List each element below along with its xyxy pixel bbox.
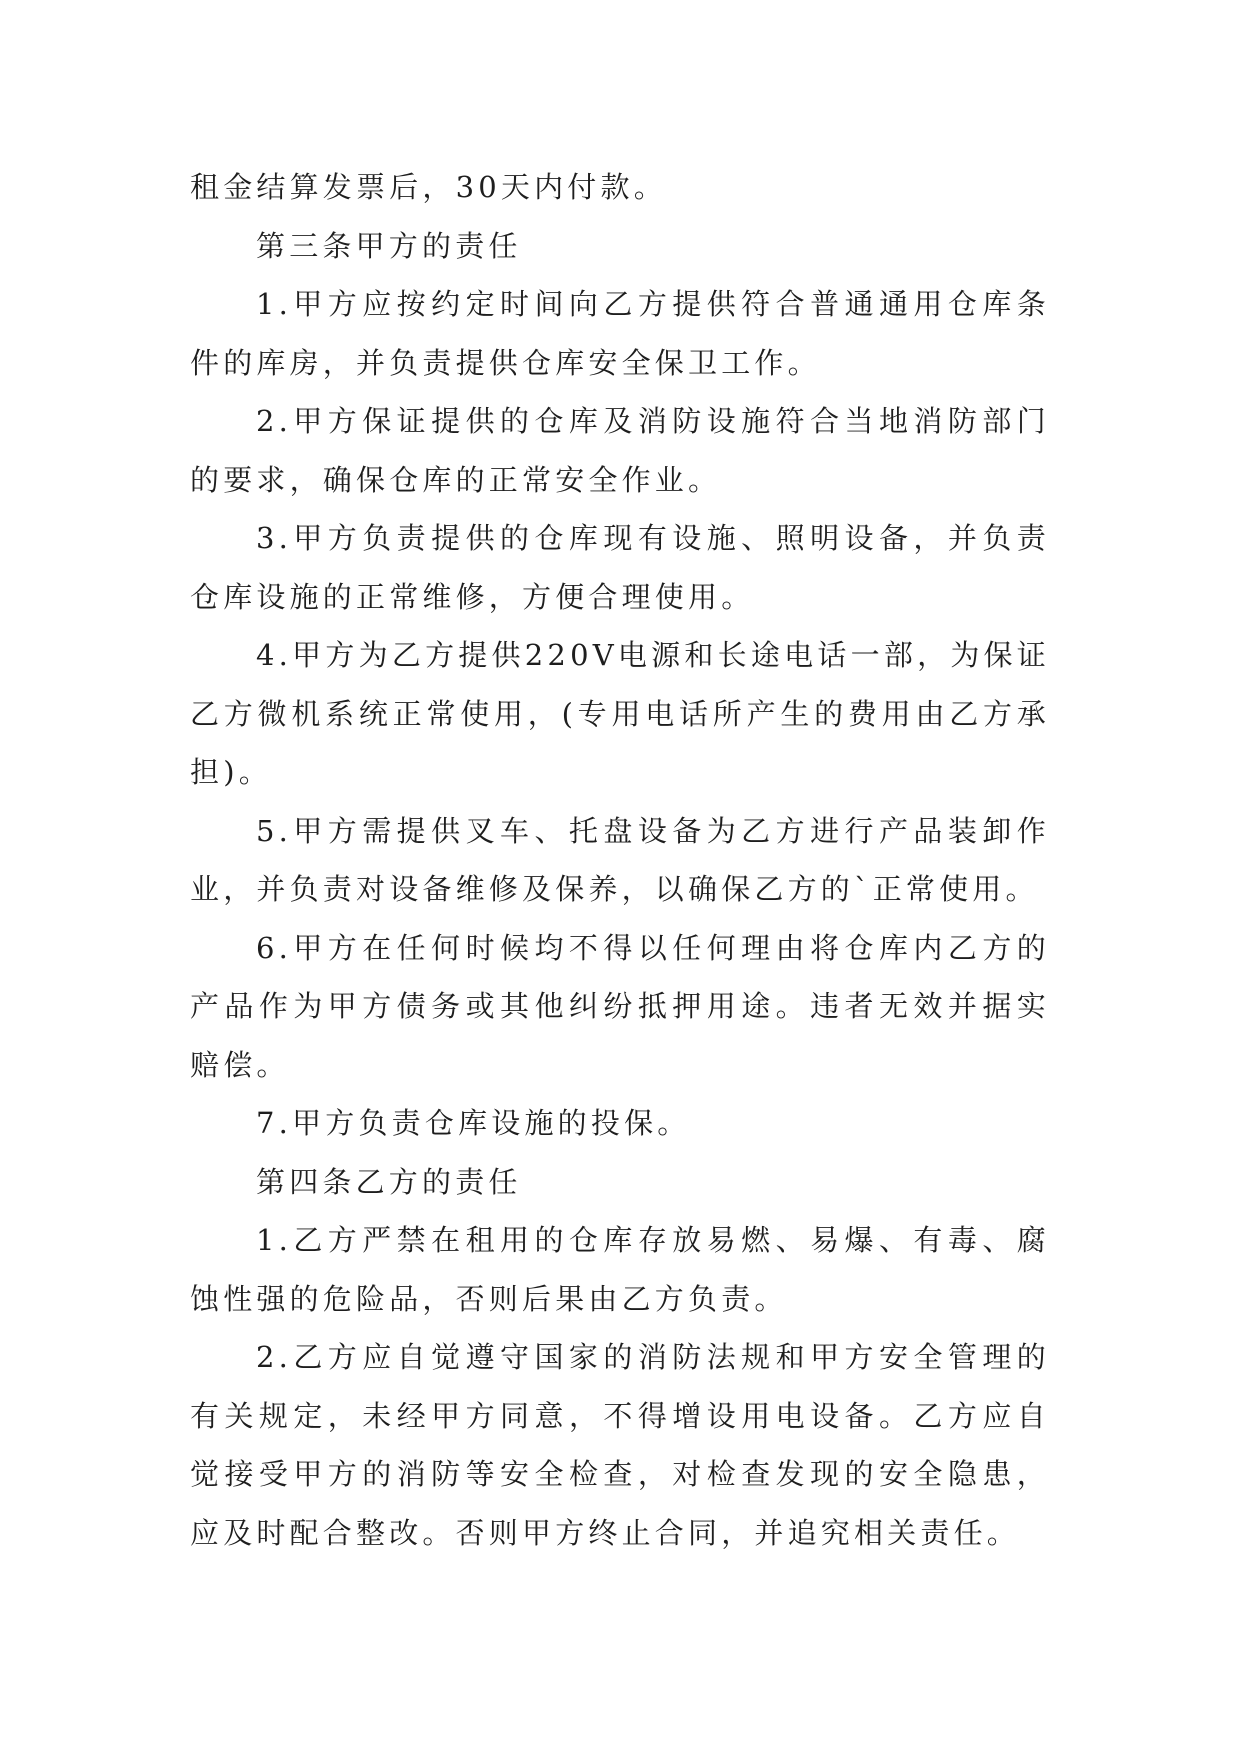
article-four-heading: 第四条乙方的责任 [256, 1164, 522, 1199]
party-a-clause-3: 3.甲方负责提供的仓库现有设施、照明设备，并负责仓库设施的正常维修，方便合理使用。 [190, 521, 1050, 614]
article-three-heading: 第三条甲方的责任 [256, 228, 522, 263]
party-a-clause-6: 6.甲方在任何时候均不得以任何理由将仓库内乙方的产品作为甲方债务或其他纠纷抵押用途。违者无效并据实赔偿。 [190, 930, 1050, 1082]
document-body [190, 158, 1050, 1562]
party-b-clause-2: 2.乙方应自觉遵守国家的消防法规和甲方安全管理的有关规定，未经甲方同意，不得增设用电设备。乙方应自觉接受甲方的消防等安全检查，对检查发现的安全隐患，应及时配合整改。否则甲方终止合同，并追究相关责任。 [190, 1340, 1050, 1550]
party-a-clause-1: 1.甲方应按约定时间向乙方提供符合普通通用仓库条件的库房，并负责提供仓库安全保卫工作。 [190, 287, 1050, 380]
party-a-clause-4: 4.甲方为乙方提供220V电源和长途电话一部，为保证乙方微机系统正常使用，(专用电话所产生的费用由乙方承担)。 [190, 638, 1050, 789]
party-a-clause-2: 2.甲方保证提供的仓库及消防设施符合当地消防部门的要求，确保仓库的正常安全作业。 [190, 404, 1050, 497]
party-b-clause-1: 1.乙方严禁在租用的仓库存放易燃、易爆、有毒、腐蚀性强的危险品，否则后果由乙方负责。 [190, 1223, 1050, 1316]
paragraph-payment-term: 租金结算发票后，30天内付款。 [190, 170, 667, 204]
party-a-clause-5: 5.甲方需提供叉车、托盘设备为乙方进行产品装卸作业，并负责对设备维修及保养，以确保乙方的`正常使用。 [190, 813, 1050, 906]
party-a-clause-7: 7.甲方负责仓库设施的投保。 [256, 1106, 691, 1140]
